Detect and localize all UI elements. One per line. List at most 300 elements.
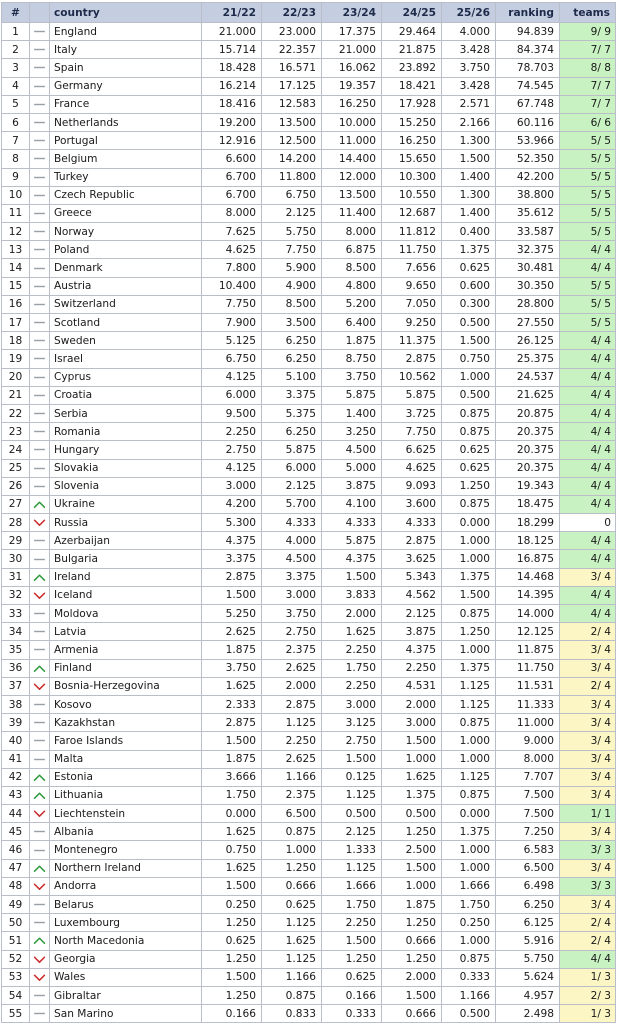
table-row <box>2 986 616 1004</box>
country-cell[interactable]: Gibraltar <box>50 986 202 1004</box>
table-row <box>2 714 616 732</box>
table-row <box>2 223 616 241</box>
trend-cell <box>30 168 50 186</box>
season-2324-cell: 0.625 <box>322 968 382 986</box>
teams-cell: 5/ 5 <box>560 277 616 295</box>
country-cell[interactable]: Belarus <box>50 896 202 914</box>
season-2223-cell: 12.583 <box>262 95 322 113</box>
season-2425-cell: 16.250 <box>382 132 442 150</box>
teams-cell: 5/ 5 <box>560 132 616 150</box>
season-2425-cell: 29.464 <box>382 23 442 41</box>
season-2122-cell: 1.250 <box>202 950 262 968</box>
season-2425-cell: 4.531 <box>382 677 442 695</box>
table-row <box>2 732 616 750</box>
season-2324-cell: 1.500 <box>322 932 382 950</box>
table-row <box>2 750 616 768</box>
season-2526-cell: 0.625 <box>442 441 496 459</box>
header-rank[interactable]: # <box>2 3 30 23</box>
rank-cell: 5 <box>2 95 30 113</box>
country-cell[interactable]: Israel <box>50 350 202 368</box>
header-ranking[interactable]: ranking <box>496 3 560 23</box>
trend-up-icon <box>33 773 46 782</box>
table-row <box>2 459 616 477</box>
season-2324-cell: 1.875 <box>322 332 382 350</box>
season-2526-cell: 1.166 <box>442 986 496 1004</box>
trend-cell <box>30 150 50 168</box>
season-2526-cell: 0.000 <box>442 805 496 823</box>
season-2122-cell: 0.250 <box>202 896 262 914</box>
country-cell[interactable]: Ukraine <box>50 495 202 513</box>
trend-cell <box>30 277 50 295</box>
season-2324-cell: 4.375 <box>322 550 382 568</box>
table-row <box>2 950 616 968</box>
country-cell[interactable]: France <box>50 95 202 113</box>
trend-same-icon <box>33 82 46 91</box>
country-cell[interactable]: Scotland <box>50 314 202 332</box>
country-cell[interactable]: Moldova <box>50 605 202 623</box>
table-row <box>2 641 616 659</box>
season-2223-cell: 0.875 <box>262 986 322 1004</box>
country-cell[interactable]: Austria <box>50 277 202 295</box>
season-2122-cell: 5.300 <box>202 514 262 532</box>
country-cell[interactable]: Bulgaria <box>50 550 202 568</box>
table-row <box>2 859 616 877</box>
country-cell[interactable]: Lithuania <box>50 786 202 804</box>
country-cell[interactable]: Iceland <box>50 586 202 604</box>
season-2223-cell: 3.500 <box>262 314 322 332</box>
teams-cell: 8/ 8 <box>560 59 616 77</box>
season-2223-cell: 6.000 <box>262 459 322 477</box>
season-2223-cell: 3.750 <box>262 605 322 623</box>
country-cell[interactable]: Switzerland <box>50 295 202 313</box>
rank-cell: 52 <box>2 950 30 968</box>
trend-cell <box>30 368 50 386</box>
season-2122-cell: 2.250 <box>202 423 262 441</box>
table-row <box>2 550 616 568</box>
season-2425-cell: 1.250 <box>382 823 442 841</box>
season-2425-cell: 18.421 <box>382 77 442 95</box>
season-2324-cell: 4.800 <box>322 277 382 295</box>
table-row <box>2 23 616 41</box>
rank-cell: 40 <box>2 732 30 750</box>
trend-down-icon <box>33 809 46 818</box>
country-cell[interactable]: Italy <box>50 41 202 59</box>
ranking-cell: 25.375 <box>496 350 560 368</box>
header-country[interactable]: country <box>50 3 202 23</box>
country-cell[interactable]: Estonia <box>50 768 202 786</box>
teams-cell: 4/ 4 <box>560 550 616 568</box>
trend-cell <box>30 914 50 932</box>
season-2122-cell: 7.800 <box>202 259 262 277</box>
season-2526-cell: 1.000 <box>442 368 496 386</box>
country-cell[interactable]: Denmark <box>50 259 202 277</box>
trend-same-icon <box>33 736 46 745</box>
season-2526-cell: 1.375 <box>442 659 496 677</box>
season-2526-cell: 0.625 <box>442 259 496 277</box>
trend-same-icon <box>33 609 46 618</box>
teams-cell: 6/ 6 <box>560 113 616 131</box>
table-row <box>2 477 616 495</box>
trend-down-icon <box>33 518 46 527</box>
ranking-cell: 5.916 <box>496 932 560 950</box>
country-cell[interactable]: Greece <box>50 204 202 222</box>
rank-cell: 10 <box>2 186 30 204</box>
ranking-cell: 74.545 <box>496 77 560 95</box>
season-2324-cell: 5.875 <box>322 532 382 550</box>
table-row <box>2 841 616 859</box>
country-cell[interactable]: Ireland <box>50 568 202 586</box>
season-2526-cell: 1.250 <box>442 623 496 641</box>
season-2122-cell: 1.500 <box>202 877 262 895</box>
rank-cell: 6 <box>2 113 30 131</box>
season-2526-cell: 1.000 <box>442 750 496 768</box>
season-2122-cell: 1.625 <box>202 859 262 877</box>
teams-cell: 2/ 4 <box>560 623 616 641</box>
season-2324-cell: 3.250 <box>322 423 382 441</box>
trend-same-icon <box>33 354 46 363</box>
trend-cell <box>30 259 50 277</box>
country-cell[interactable]: Azerbaijan <box>50 532 202 550</box>
season-2324-cell: 11.000 <box>322 132 382 150</box>
season-2223-cell: 3.000 <box>262 586 322 604</box>
trend-same-icon <box>33 482 46 491</box>
ranking-cell: 42.200 <box>496 168 560 186</box>
country-cell[interactable]: Portugal <box>50 132 202 150</box>
season-2122-cell: 18.416 <box>202 95 262 113</box>
teams-cell: 4/ 4 <box>560 586 616 604</box>
trend-same-icon <box>33 755 46 764</box>
ranking-cell: 30.481 <box>496 259 560 277</box>
season-2526-cell: 0.875 <box>442 950 496 968</box>
season-2223-cell: 11.800 <box>262 168 322 186</box>
trend-same-icon <box>33 1009 46 1018</box>
trend-same-icon <box>33 45 46 54</box>
trend-cell <box>30 241 50 259</box>
country-cell[interactable]: Northern Ireland <box>50 859 202 877</box>
season-2526-cell: 0.250 <box>442 914 496 932</box>
season-2223-cell: 6.250 <box>262 423 322 441</box>
season-2122-cell: 1.500 <box>202 732 262 750</box>
table-row <box>2 568 616 586</box>
teams-cell: 4/ 4 <box>560 495 616 513</box>
country-cell[interactable]: Latvia <box>50 623 202 641</box>
season-2324-cell: 1.750 <box>322 659 382 677</box>
season-2122-cell: 10.400 <box>202 277 262 295</box>
ranking-cell: 11.531 <box>496 677 560 695</box>
season-2122-cell: 3.666 <box>202 768 262 786</box>
trend-cell <box>30 568 50 586</box>
season-2324-cell: 16.062 <box>322 59 382 77</box>
country-cell[interactable]: Germany <box>50 77 202 95</box>
season-2223-cell: 6.500 <box>262 805 322 823</box>
season-2425-cell: 1.875 <box>382 896 442 914</box>
country-cell[interactable]: Slovenia <box>50 477 202 495</box>
season-2526-cell: 1.000 <box>442 550 496 568</box>
country-cell[interactable]: England <box>50 23 202 41</box>
season-2526-cell: 1.125 <box>442 695 496 713</box>
season-2223-cell: 8.500 <box>262 295 322 313</box>
rank-cell: 4 <box>2 77 30 95</box>
ranking-cell: 11.333 <box>496 695 560 713</box>
teams-cell: 4/ 4 <box>560 605 616 623</box>
season-2223-cell: 6.250 <box>262 350 322 368</box>
table-row <box>2 132 616 150</box>
season-2223-cell: 4.333 <box>262 514 322 532</box>
country-cell[interactable]: Montenegro <box>50 841 202 859</box>
season-2122-cell: 7.625 <box>202 223 262 241</box>
ranking-cell: 84.374 <box>496 41 560 59</box>
country-cell[interactable]: Spain <box>50 59 202 77</box>
teams-cell: 4/ 4 <box>560 532 616 550</box>
rank-cell: 18 <box>2 332 30 350</box>
country-cell[interactable]: Georgia <box>50 950 202 968</box>
season-2122-cell: 21.000 <box>202 23 262 41</box>
header-season-2324[interactable]: 23/24 <box>322 3 382 23</box>
season-2122-cell: 2.625 <box>202 623 262 641</box>
country-cell[interactable]: Belgium <box>50 150 202 168</box>
country-cell[interactable]: North Macedonia <box>50 932 202 950</box>
trend-cell <box>30 113 50 131</box>
season-2526-cell: 0.750 <box>442 350 496 368</box>
header-teams[interactable]: teams <box>560 3 616 23</box>
season-2324-cell: 2.250 <box>322 677 382 695</box>
season-2324-cell: 1.333 <box>322 841 382 859</box>
teams-cell: 3/ 4 <box>560 714 616 732</box>
season-2122-cell: 2.875 <box>202 568 262 586</box>
ranking-cell: 28.800 <box>496 295 560 313</box>
teams-cell: 9/ 9 <box>560 23 616 41</box>
table-row <box>2 241 616 259</box>
season-2425-cell: 2.500 <box>382 841 442 859</box>
season-2425-cell: 1.000 <box>382 750 442 768</box>
rank-cell: 48 <box>2 877 30 895</box>
ranking-cell: 24.537 <box>496 368 560 386</box>
country-cell[interactable]: Croatia <box>50 386 202 404</box>
ranking-cell: 14.468 <box>496 568 560 586</box>
teams-cell: 2/ 4 <box>560 677 616 695</box>
table-row <box>2 896 616 914</box>
trend-same-icon <box>33 900 46 909</box>
season-2122-cell: 1.625 <box>202 677 262 695</box>
country-cell[interactable]: Netherlands <box>50 113 202 131</box>
season-2324-cell: 21.000 <box>322 41 382 59</box>
teams-cell: 5/ 5 <box>560 223 616 241</box>
country-cell[interactable]: Norway <box>50 223 202 241</box>
trend-cell <box>30 605 50 623</box>
rank-cell: 45 <box>2 823 30 841</box>
season-2223-cell: 2.375 <box>262 786 322 804</box>
country-cell[interactable]: Luxembourg <box>50 914 202 932</box>
trend-cell <box>30 386 50 404</box>
trend-up-icon <box>33 936 46 945</box>
season-2122-cell: 7.900 <box>202 314 262 332</box>
country-cell[interactable]: Kosovo <box>50 695 202 713</box>
country-cell[interactable]: Liechtenstein <box>50 805 202 823</box>
season-2324-cell: 2.250 <box>322 641 382 659</box>
teams-cell: 1/ 3 <box>560 968 616 986</box>
ranking-cell: 8.000 <box>496 750 560 768</box>
table-row <box>2 768 616 786</box>
country-cell[interactable]: Sweden <box>50 332 202 350</box>
trend-same-icon <box>33 918 46 927</box>
country-cell[interactable]: San Marino <box>50 1005 202 1023</box>
header-season-2526[interactable]: 25/26 <box>442 3 496 23</box>
country-cell[interactable]: Cyprus <box>50 368 202 386</box>
rank-cell: 29 <box>2 532 30 550</box>
season-2425-cell: 7.656 <box>382 259 442 277</box>
season-2122-cell: 1.875 <box>202 750 262 768</box>
ranking-cell: 6.583 <box>496 841 560 859</box>
season-2122-cell: 1.500 <box>202 586 262 604</box>
table-row <box>2 386 616 404</box>
country-cell[interactable]: Armenia <box>50 641 202 659</box>
trend-cell <box>30 986 50 1004</box>
country-cell[interactable]: Andorra <box>50 877 202 895</box>
teams-cell: 3/ 4 <box>560 786 616 804</box>
season-2223-cell: 1.125 <box>262 950 322 968</box>
table-row <box>2 514 616 532</box>
rank-cell: 34 <box>2 623 30 641</box>
trend-cell <box>30 841 50 859</box>
season-2324-cell: 0.500 <box>322 805 382 823</box>
ranking-cell: 7.250 <box>496 823 560 841</box>
country-cell[interactable]: Finland <box>50 659 202 677</box>
trend-same-icon <box>33 318 46 327</box>
season-2223-cell: 2.250 <box>262 732 322 750</box>
rank-cell: 11 <box>2 204 30 222</box>
season-2223-cell: 1.125 <box>262 714 322 732</box>
teams-cell: 5/ 5 <box>560 295 616 313</box>
season-2526-cell: 1.000 <box>442 732 496 750</box>
trend-same-icon <box>33 100 46 109</box>
trend-same-icon <box>33 991 46 1000</box>
country-cell[interactable]: Serbia <box>50 404 202 422</box>
country-cell[interactable]: Hungary <box>50 441 202 459</box>
season-2122-cell: 12.916 <box>202 132 262 150</box>
table-row <box>2 113 616 131</box>
country-cell[interactable]: Slovakia <box>50 459 202 477</box>
country-cell[interactable]: Czech Republic <box>50 186 202 204</box>
trend-cell <box>30 350 50 368</box>
teams-cell: 3/ 4 <box>560 568 616 586</box>
country-cell[interactable]: Malta <box>50 750 202 768</box>
season-2425-cell: 3.000 <box>382 714 442 732</box>
season-2526-cell: 1.400 <box>442 168 496 186</box>
season-2425-cell: 1.375 <box>382 786 442 804</box>
season-2122-cell: 0.000 <box>202 805 262 823</box>
trend-cell <box>30 950 50 968</box>
trend-cell <box>30 550 50 568</box>
season-2425-cell: 3.875 <box>382 623 442 641</box>
header-season-2223[interactable]: 22/23 <box>262 3 322 23</box>
season-2223-cell: 5.100 <box>262 368 322 386</box>
trend-cell <box>30 677 50 695</box>
season-2425-cell: 2.000 <box>382 695 442 713</box>
table-row <box>2 95 616 113</box>
table-row <box>2 368 616 386</box>
season-2526-cell: 0.000 <box>442 514 496 532</box>
teams-cell: 4/ 4 <box>560 950 616 968</box>
rank-cell: 9 <box>2 168 30 186</box>
season-2425-cell: 11.750 <box>382 241 442 259</box>
season-2526-cell: 1.250 <box>442 477 496 495</box>
season-2526-cell: 1.375 <box>442 568 496 586</box>
season-2324-cell: 17.375 <box>322 23 382 41</box>
teams-cell: 2/ 4 <box>560 914 616 932</box>
season-2122-cell: 1.250 <box>202 986 262 1004</box>
trend-cell <box>30 732 50 750</box>
table-row <box>2 295 616 313</box>
country-cell[interactable]: Bosnia-Herzegovina <box>50 677 202 695</box>
season-2324-cell: 12.000 <box>322 168 382 186</box>
season-2223-cell: 0.875 <box>262 823 322 841</box>
country-cell[interactable]: Poland <box>50 241 202 259</box>
rank-cell: 8 <box>2 150 30 168</box>
season-2223-cell: 6.750 <box>262 186 322 204</box>
ranking-cell: 11.875 <box>496 641 560 659</box>
rank-cell: 17 <box>2 314 30 332</box>
table-row <box>2 168 616 186</box>
season-2223-cell: 5.700 <box>262 495 322 513</box>
rank-cell: 1 <box>2 23 30 41</box>
trend-cell <box>30 896 50 914</box>
trend-cell <box>30 441 50 459</box>
season-2425-cell: 9.093 <box>382 477 442 495</box>
trend-cell <box>30 495 50 513</box>
trend-same-icon <box>33 409 46 418</box>
country-cell[interactable]: Turkey <box>50 168 202 186</box>
country-cell[interactable]: Kazakhstan <box>50 714 202 732</box>
trend-same-icon <box>33 264 46 273</box>
country-cell[interactable]: Albania <box>50 823 202 841</box>
ranking-cell: 18.475 <box>496 495 560 513</box>
season-2324-cell: 3.125 <box>322 714 382 732</box>
teams-cell: 4/ 4 <box>560 241 616 259</box>
teams-cell: 1/ 1 <box>560 805 616 823</box>
season-2324-cell: 8.500 <box>322 259 382 277</box>
ranking-cell: 21.625 <box>496 386 560 404</box>
season-2526-cell: 1.750 <box>442 896 496 914</box>
trend-same-icon <box>33 464 46 473</box>
season-2425-cell: 1.500 <box>382 859 442 877</box>
trend-same-icon <box>33 282 46 291</box>
table-row <box>2 404 616 422</box>
header-season-2425[interactable]: 24/25 <box>382 3 442 23</box>
season-2324-cell: 1.125 <box>322 859 382 877</box>
country-cell[interactable]: Russia <box>50 514 202 532</box>
table-row <box>2 677 616 695</box>
trend-same-icon <box>33 173 46 182</box>
season-2425-cell: 6.625 <box>382 441 442 459</box>
country-cell[interactable]: Romania <box>50 423 202 441</box>
season-2122-cell: 5.250 <box>202 605 262 623</box>
trend-cell <box>30 805 50 823</box>
header-season-2122[interactable]: 21/22 <box>202 3 262 23</box>
season-2526-cell: 0.875 <box>442 404 496 422</box>
trend-cell <box>30 659 50 677</box>
teams-cell: 5/ 5 <box>560 204 616 222</box>
trend-down-icon <box>33 955 46 964</box>
season-2223-cell: 1.166 <box>262 768 322 786</box>
season-2122-cell: 6.000 <box>202 386 262 404</box>
country-cell[interactable]: Wales <box>50 968 202 986</box>
rank-cell: 14 <box>2 259 30 277</box>
ranking-cell: 20.375 <box>496 459 560 477</box>
trend-same-icon <box>33 700 46 709</box>
season-2526-cell: 1.500 <box>442 586 496 604</box>
season-2425-cell: 21.875 <box>382 41 442 59</box>
country-cell[interactable]: Faroe Islands <box>50 732 202 750</box>
